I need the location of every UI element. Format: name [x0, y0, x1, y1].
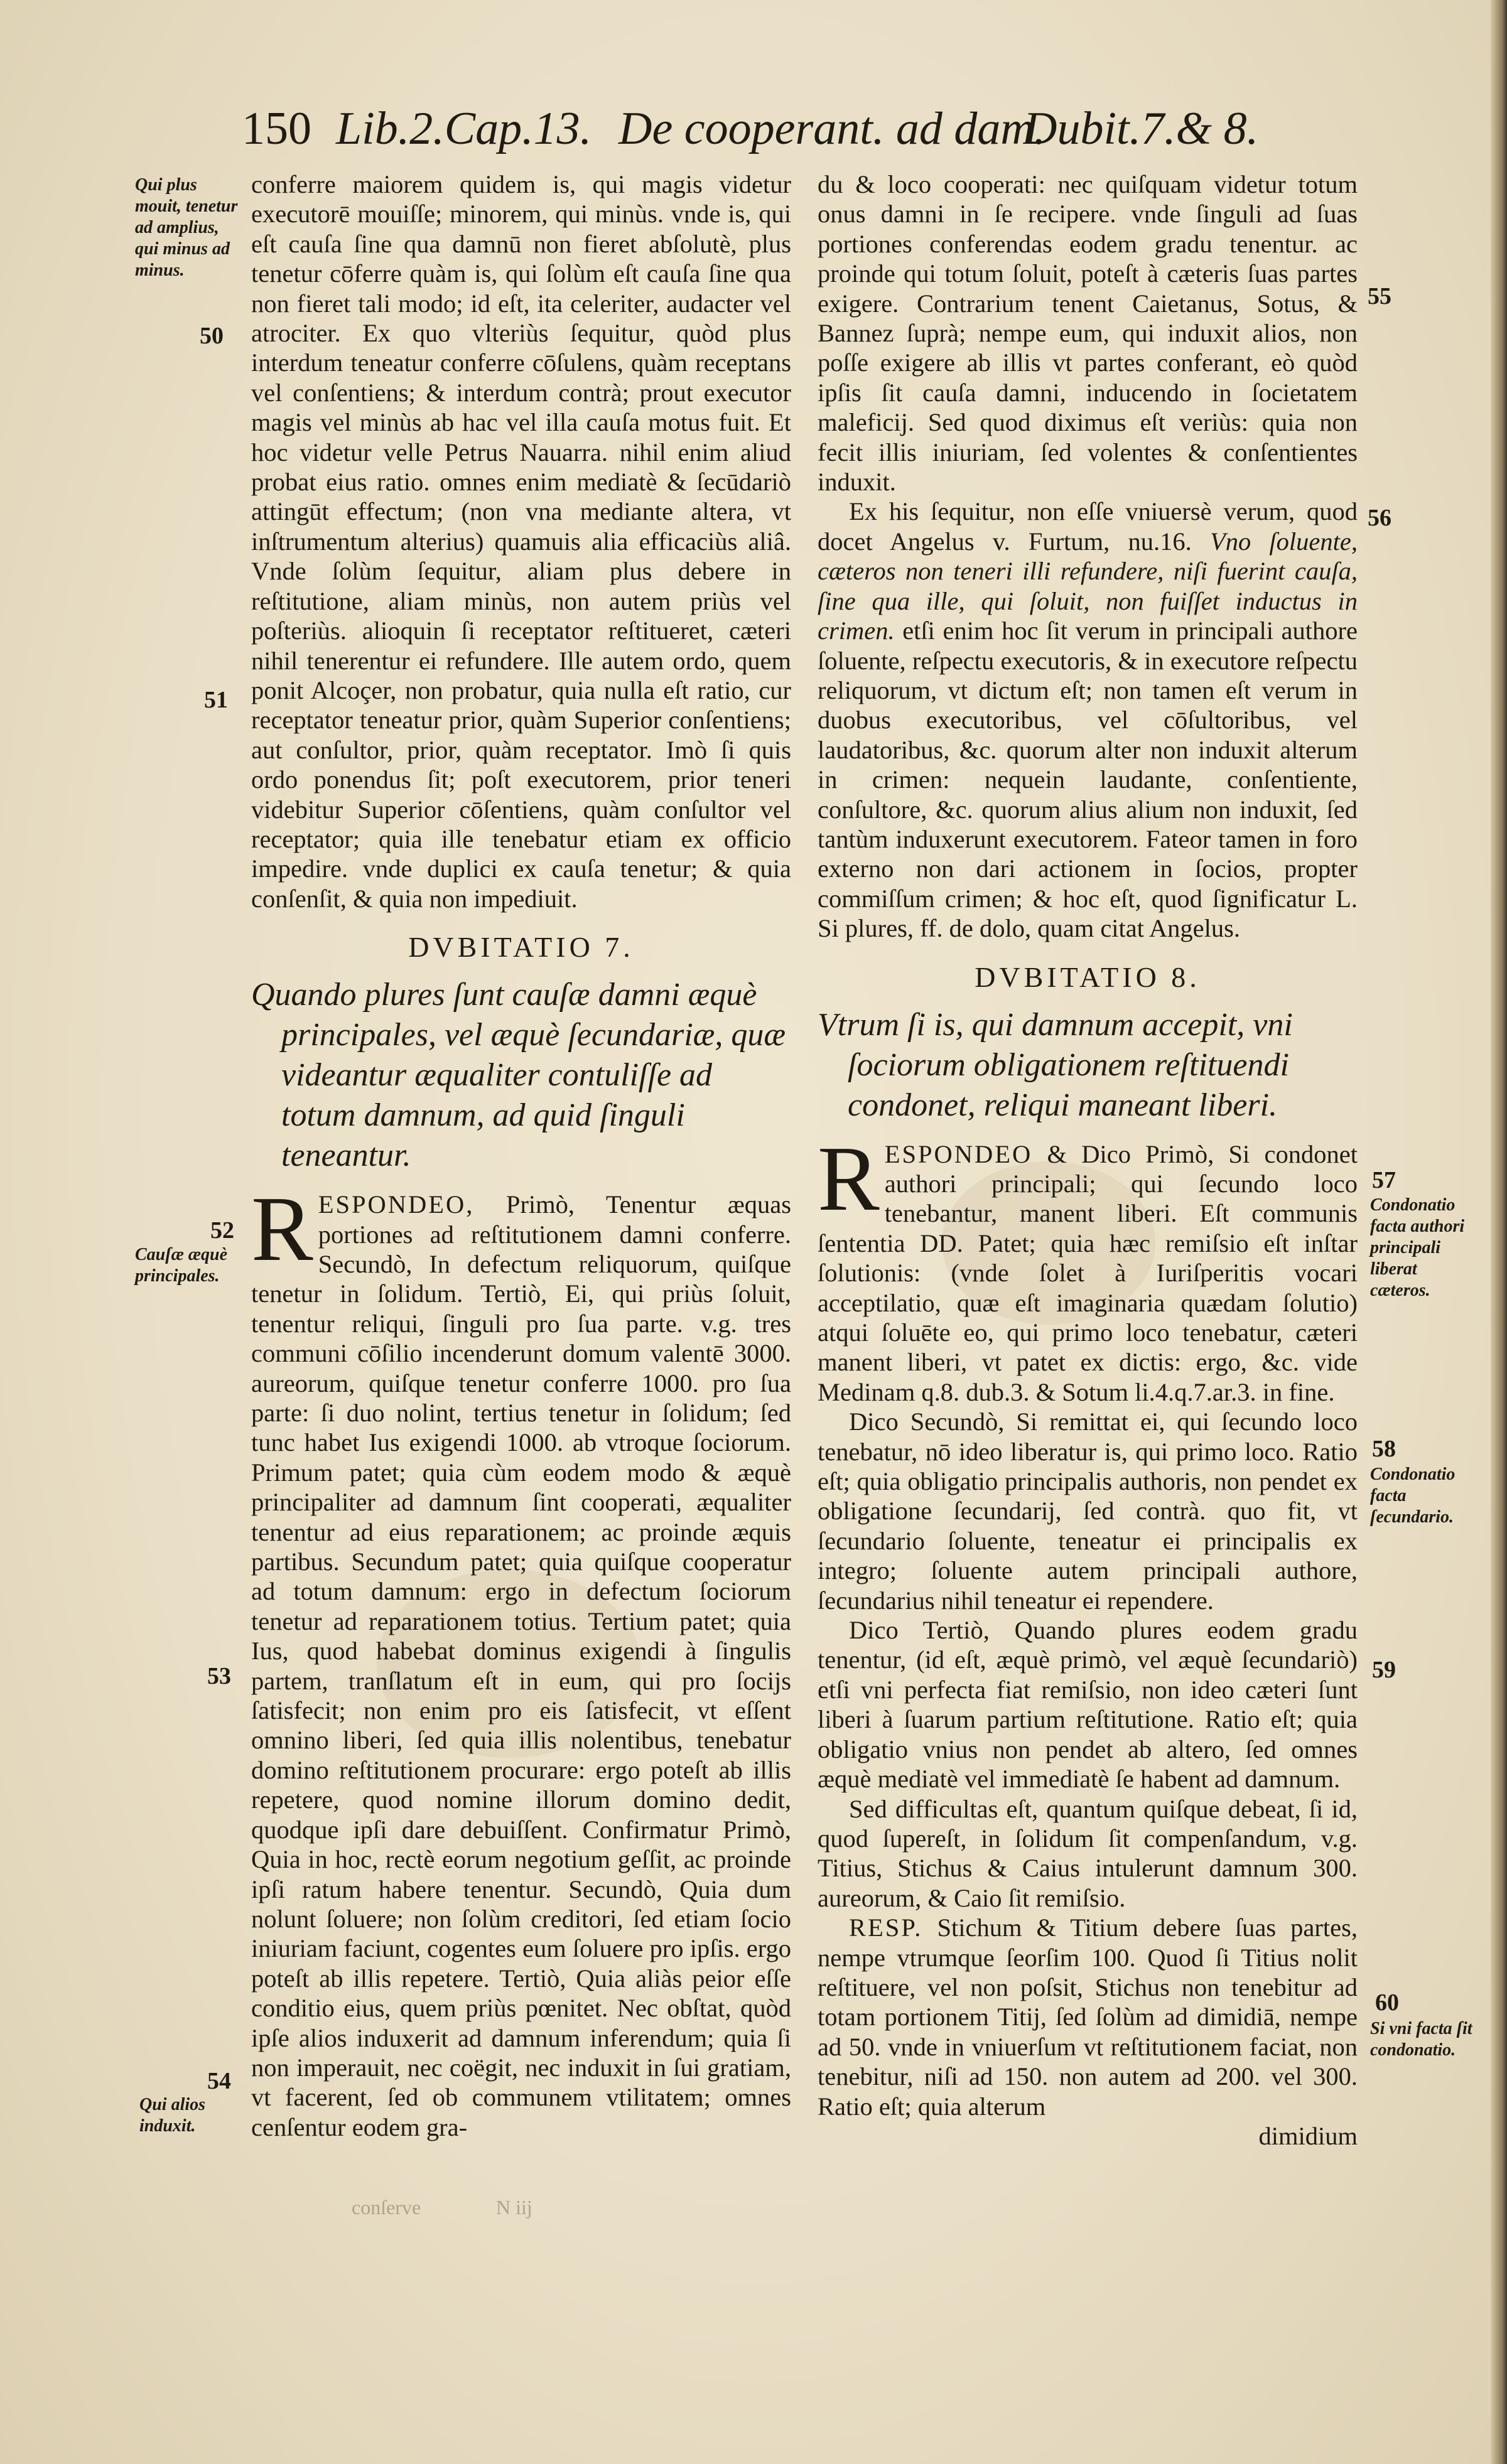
paragraph-number-52: 52	[210, 1217, 234, 1244]
paragraph-number-53: 53	[207, 1663, 231, 1689]
angelus-quote: Vno ſoluente, cæteros non teneri illi refundere, niſi fuerint cauſa, ſine qua ille, qui ſoluit, non fuiſſet inductus in crimen.	[818, 527, 1358, 645]
page-number: 150	[242, 103, 311, 154]
footer-ghost-catchword: conſerve	[352, 2196, 421, 2219]
right-intro-paragraph: du & loco cooperati: nec quiſquam videtur totum onus damni in ſe recipere. vnde ſinguli ad ſuas portiones conferendas eodem gradu tenentur. ac proinde qui totum ſoluit, poteſt à cæteris ſuas partes exigere. Contrarium tenent Caietanus, Sotus, & Bannez ſuprà; nempe eum, qui induxit alios, non poſſe exigere ab illis vt partes conferant, eò quòd ipſis ſit cauſa damni, inducendo in ſocietatem maleficij. Sed quod diximus eſt veriùs: quia non fecit illis iniuriam, ſed volentes & conſentientes induxit.	[818, 170, 1358, 497]
header-dubitatio: Dubit.7.& 8.	[1024, 103, 1259, 154]
left-column	[251, 169, 791, 2142]
drop-cap-r: R	[251, 1178, 313, 1281]
dubitatio-8-p5-text: Stichum & Titium debere ſuas partes, nempe vtrumque ſeorſim 100. Quod ſi Titius nolit reſtituere, vel non poſsit, Stichus non tenebitur ad totam portionem Titij, ſed ſolùm ad dimidiā, nempe ad 50. vnde in vniuerſum vt reſtitutionem faciat, non tenebitur, niſi ad 150. non autem ad 200. vel 300. Ratio eſt; quia alterum	[818, 1913, 1358, 2121]
dubitatio-8-question-text: Vtrum ſi is, qui damnum accepit, vni ſociorum obligationem reſtituendi condonet, reliqui maneant liberi.	[818, 1006, 1293, 1123]
catchword: dimidium	[1258, 2121, 1358, 2150]
respondeo-label: ESPONDEO,	[318, 1190, 475, 1219]
paragraph-number-54: 54	[207, 2068, 231, 2094]
paragraph-number-60: 60	[1375, 1989, 1399, 2016]
drop-cap-r: R	[818, 1127, 880, 1230]
margin-note-qui-alios-induxit: Qui alios induxit.	[139, 2095, 206, 2136]
dubitatio-8-question	[818, 1005, 1358, 1126]
right-column	[818, 169, 1358, 2151]
angelus-text-pre: Ex his ſequitur, non eſſe vniuersè verum, quod docet Angelus v. Furtum, nu.16.	[818, 497, 1358, 556]
left-intro-paragraph: conferre maiorem quidem is, qui magis videtur executorē mouiſſe; minorem, qui minùs. vnde is, qui eſt cauſa ſine qua damnū non fieret abſolutè, plus tenetur cōferre quàm is, qui ſolùm eſt cauſa ſine qua non fieret tali modo; id eſt, ita celeriter, audacter vel atrociter. Ex quo vlteriùs ſequitur, quòd plus interdum teneatur conferre cōſulens, quàm receptans vel conſentiens; & interdum contrà; prout executor magis vel minùs ab hac vel illa cauſa motus fuit. Et hoc videtur velle Petrus Nauarra. nihil enim aliud probat eius ratio. omnes enim mediatè & ſecūdariò attingūt effectum; (non vna mediante altera, vt inſtrumentum alterius) quamuis alia efficaciùs aliâ. Vnde ſolùm ſequitur, aliam plus debere in reſtitutione, aliam minùs, non autem priùs vel poſteriùs. alioquin ſi receptator reſtitueret, cæteri nihil tenerentur ei refundere. Ille autem ordo, quem ponit Alcoçer, non probatur, quia nulla eſt ratio, cur receptator teneatur prior, quàm Superior conſentiens; aut conſultor, prior, quàm receptator. Imò ſi quis ordo ponendus ſit; poſt executorem, prior teneri videbitur Superior cōſentiens, quàm conſultor vel receptator; quia ille tenebatur etiam ex officio impedire. vnde duplici ex cauſa tenetur; & quia conſenſit, & quia non impediuit.	[251, 170, 791, 913]
dubitatio-8-p2: Dico Secundò, Si remittat ei, qui ſecundo loco tenebatur, nō ideo liberatur is, qui primo loco. Ratio eſt; quia obligatio principalis authoris, non pendet ex obligatione ſecundarij, ſed contrà. quo fit, vt ſecundario ſoluente, teneatur ei principalis ex integro; ſoluente autem principali authore, ſecundarius nihil teneatur ei rependere.	[818, 1407, 1358, 1615]
book-chapter: Lib.2.Cap.13.	[336, 103, 592, 154]
dubitatio-7-question	[251, 975, 791, 1176]
running-header	[242, 94, 1284, 163]
paragraph-number-55: 55	[1368, 283, 1391, 309]
paragraph-number-51: 51	[204, 687, 228, 713]
margin-note-si-vni-facta: Si vni facta ſit condonatio.	[1370, 2019, 1472, 2060]
paragraph-number-56: 56	[1368, 505, 1391, 531]
book-spine-shadow	[1491, 0, 1507, 2464]
dubitatio-8-heading: DVBITATIO 8.	[975, 960, 1201, 993]
respondeo-label: ESPONDEO	[884, 1139, 1033, 1168]
dubitatio-8-p1-text: & Dico Primò, Si condonet authori principali; qui ſecundo loco tenebantur, manent liberi. Eſt communis ſententia DD. Patet; quia hæc remiſsio eſt inſtar ſolutionis: (vnde ſolet à Iuriſperitis vocari acceptilatio, quæ eſt imaginaria quædam ſolutio) atqui ſoluēte eo, qui primo loco tenebatur, cæteri manent liberi, vt patet ex dictis: ergo, &c. vide Medinam q.8. dub.3. & Sotum li.4.q.7.ar.3. in fine.	[818, 1139, 1358, 1406]
footer-ghost-signature: N iij	[496, 2196, 532, 2219]
angelus-paragraph	[818, 497, 1358, 943]
dubitatio-7-body-text: Primò, Tenentur æquas portiones ad reſtitutionem damni conferre. Secundò, In defectum reliquorum, quiſque tenetur in ſolidum. Tertiò, Ei, qui priùs ſoluit, tenentur reliqui, ſinguli pro ſua parte. v.g. tres communi cōſilio incenderunt domum valentē 3000. aureorum, quiſque tenetur conferre 1000. pro ſua parte: ſi duo nolint, tertius tenetur in ſolidum; ſed tunc habet Ius exigendi 1000. ab vtroque ſociorum. Primum patet; quia cùm eodem modo & æquè principaliter ad damnum ſint cooperati, æqualiter tenentur ad eius reparationem; ac proinde æquis partibus. Secundum patet; quia quiſque cooperatur ad totum damnum: ergo in defectum ſociorum tenetur ad reparationem totius. Tertium patet; quia Ius, quod habebat dominus exigendi à ſingulis partem, tranſlatum eſt in eum, qui pro ſocijs ſatisfecit; non enim pro eis ſatisfecit, vt eſſent omnino liberi, ſed quia illis nolentibus, tenebatur domino reſtitutionem procurare: ergo poteſt ab illis repetere, quod nomine illorum domino dedit, quodque ipſi dare debuiſſent. Confirmatur Primò, Quia in hoc, rectè eorum negotium geſſit, ac proinde ipſi ratum habere tenentur. Secundò, Quia dum nolunt ſoluere; non ſolùm creditori, ſed etiam ſocio iniuriam faciunt, cogentes eum ſoluere pro ipſis. ergo poteſt ab illis repetere. Tertiò, Quia aliàs peior eſſe conditio eius, quem priùs pœnitet. Nec obſtat, quòd ipſe alios induxerit ad damnum inferendum; quia ſi non imperauit, nec coëgit, nec induxit in ſui gratiam, vt facerent, ſed ob communem vtilitatem; omnes cenſentur eodem gra-	[251, 1190, 792, 2141]
dubitatio-8-p1	[818, 1127, 1358, 1407]
margin-note-condonatio-authori: Condonatio facta authori principali liberat cæteros.	[1370, 1195, 1465, 1300]
dubitatio-7-question-text: Quando plures ſunt cauſæ damni æquè principales, vel æquè ſecundariæ, quæ videantur æqualiter contuliſſe ad totum damnum, ad quid ſinguli teneantur.	[251, 977, 786, 1174]
margin-note-condonatio-secundario: Condonatio facta ſecundario.	[1370, 1465, 1456, 1527]
angelus-text-post: etſi enim hoc ſit verum in principali authore ſoluente, reſpectu executoris, & in executore reſpectu reliquorum, vt dictum eſt; non tamen eſt verum in duobus executoribus, vel cōſultoribus, vel laudatoribus, &c. quorum alter non induxit alterum in crimen: nequein laudante, conſentiente, conſultore, &c. quorum alius alium non induxit, ſed tantùm induxerunt executorem. Fateor tamen in foro externo non dari actionem in ſocios, propter commiſſum crimen; & hoc eſt, quod ſignificatur L. Si plures, ff. de dolo, quam citat Angelus.	[818, 616, 1358, 943]
resp-label: RESP.	[849, 1913, 923, 1942]
paragraph-number-58: 58	[1372, 1436, 1396, 1462]
dubitatio-8-p5	[818, 1913, 1358, 2121]
margin-note-causae-aeque-principales: Cauſæ æquè principales.	[135, 1245, 228, 1286]
header-topic: De cooperant. ad dam.	[618, 103, 1046, 154]
paragraph-number-59: 59	[1372, 1657, 1396, 1683]
dubitatio-8-p4: Sed difficultas eſt, quantum quiſque debeat, ſi id, quod ſupereſt, in ſolidum ſit compenſandum, v.g. Titius, Stichus & Caius intulerunt damnum 300. aureorum, & Caio ſit remiſsio.	[818, 1794, 1358, 1912]
dubitatio-8-p3: Dico Tertiò, Quando plures eodem gradu tenentur, (id eſt, æquè primò, vel æquè ſecundariò) etſi vni perfecta fiat remiſsio, non ideo cæteri ſunt liberi à ſuarum partium reſtitutione. Ratio eſt; quia obligatio vnius non pendet ab altero, ſed omnes æquè mediatè vel immediatè ſe habent ad damnum.	[818, 1616, 1358, 1794]
dubitatio-7-heading: DVBITATIO 7.	[408, 931, 634, 964]
paragraph-number-50: 50	[200, 323, 224, 349]
margin-note-qui-plus-mouit: Qui plus mouit, tenetur ad amplius, qui minus ad minus.	[135, 175, 238, 280]
dubitatio-7-body	[251, 1178, 792, 2142]
paragraph-number-57: 57	[1372, 1167, 1396, 1193]
